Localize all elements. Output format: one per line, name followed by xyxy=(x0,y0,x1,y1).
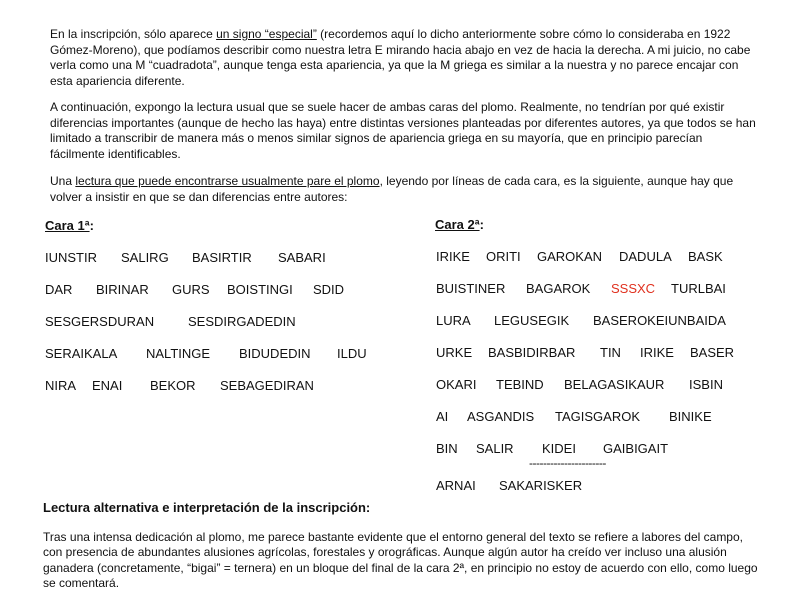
cara2-word: SAKARISKER xyxy=(499,478,583,493)
cara2-word: BASER xyxy=(690,345,735,360)
cara1-heading xyxy=(45,218,94,233)
cara2-word: IRIKE xyxy=(436,249,470,264)
highlighted-word: SSSXC xyxy=(611,281,656,296)
cara2-word: DADULA xyxy=(619,249,672,264)
cara2-word: BASBIDIRBAR xyxy=(488,345,576,360)
cara2-word: BAGAROK xyxy=(526,281,591,296)
cara2-word: TIN xyxy=(600,345,621,360)
cara1-word: GURS xyxy=(172,282,210,297)
separator-dashes: ---------------------- xyxy=(529,456,606,470)
cara1-word: DAR xyxy=(45,282,73,297)
cara2-word: ISBIN xyxy=(689,377,723,392)
cara1-word: SESGERSDURAN xyxy=(45,314,155,329)
cara2-colon: : xyxy=(479,217,484,232)
intro-text-start: En la inscripción, sólo aparece xyxy=(50,27,217,41)
cara1-word: BEKOR xyxy=(150,378,196,393)
intro-paragraph xyxy=(50,27,758,89)
cara2-word: GAROKAN xyxy=(537,249,603,264)
cara2-word: KIDEI xyxy=(542,441,576,456)
cara2-word: BUISTINER xyxy=(436,281,506,296)
cara2-word: GAIBIGAIT xyxy=(603,441,669,456)
usual-reading-text-end: , leyendo por líneas de cada cara, es la siguiente, aunque hay que volver a insistir en que se dan diferencias entre autores: xyxy=(50,174,734,204)
usual-reading-text-start: Una xyxy=(50,174,76,188)
cara1-word: BASIRTIR xyxy=(192,250,252,265)
cara1-transcription xyxy=(45,250,405,400)
cara2-word: TAGISGAROK xyxy=(555,409,640,424)
reading-paragraph: A continuación, expongo la lectura usual que se suele hacer de ambas caras del plomo. Realmente, no tendrían por qué existir diferencias importantes (aunque de hecho las haya) entre distintas versiones planteadas por diferentes autores, ya que todos se han limitado a transcribir de manera más o menos similar signos de apariencia griega en su mayoría, que en principio parecían fácilmente identificables. xyxy=(50,100,756,161)
cara2-word: ASGANDIS xyxy=(467,409,535,424)
cara2-word: LEGUSEGIK xyxy=(494,313,570,328)
cara1-word: ILDU xyxy=(337,346,367,361)
cara2-heading xyxy=(435,217,484,232)
cara2-word: URKE xyxy=(436,345,473,360)
cara2-transcription xyxy=(436,249,786,495)
cara2-word: BELAGASIKAUR xyxy=(564,377,665,392)
usual-reading-paragraph xyxy=(50,174,758,205)
cara1-word: NALTINGE xyxy=(146,346,211,361)
cara2-word: ARNAI xyxy=(436,478,476,493)
cara1-word: BOISTINGI xyxy=(227,282,293,297)
usual-reading-link[interactable]: lectura que puede encontrarse usualmente pare el plomo xyxy=(75,174,380,188)
cara1-word: SEBAGEDIRAN xyxy=(220,378,314,393)
cara2-word: SALIR xyxy=(476,441,514,456)
cara2-word: AI xyxy=(436,409,449,424)
cara2-word: LURA xyxy=(436,313,471,328)
cara1-colon: : xyxy=(89,218,94,233)
cara2-word: TEBIND xyxy=(496,377,544,392)
cara1-word: NIRA xyxy=(45,378,77,393)
cara1-word: BIDUDEDIN xyxy=(239,346,311,361)
cara1-word: SABARI xyxy=(278,250,326,265)
cara2-word: BASK xyxy=(688,249,723,264)
cara2-word: BIN xyxy=(436,441,458,456)
cara1-word: SDID xyxy=(313,282,345,297)
cara1-word: IUNSTIR xyxy=(45,250,97,265)
cara2-word: BINIKE xyxy=(669,409,712,424)
cara2-word: BASEROKEIUNBAIDA xyxy=(593,313,726,328)
interpretation-paragraph: Tras una intensa dedicación al plomo, me parece bastante evidente que el entorno general del texto se refiere a labores del campo, con presencia de abundantes alusiones agrícolas, forestales y orográficas. Aunque algún autor ha creído ver incluso una alusión ganadera (concretamente, “bigai” = ternera) en un bloque del final de la cara 2ª, en principio no estoy de acuerdo con ello, como luego se comentará. xyxy=(43,530,758,590)
intro-text-end: (recordemos aquí lo dicho anteriormente sobre cómo lo consideraba en 1922 Gómez-Moreno), que podíamos describir como nuestra letra E mirando hacia abajo en vez de hacia la derecha. A mi juicio, no cabe verla como una M “cuadradota”, aunque tenga esta apariencia, ya que la M griega es similar a la nuestra y no parece encajar con esta apariencia diferente. xyxy=(50,27,751,88)
cara2-word: IRIKE xyxy=(640,345,674,360)
cara2-word: ORITI xyxy=(486,249,521,264)
section-heading: Lectura alternativa e interpretación de la inscripción: xyxy=(43,500,371,515)
cara1-word: SESDIRGADEDIN xyxy=(188,314,296,329)
cara1-word: SALIRG xyxy=(121,250,169,265)
cara2-word: OKARI xyxy=(436,377,477,392)
cara1-word: BIRINAR xyxy=(96,282,149,297)
cara1-word: ENAI xyxy=(92,378,123,393)
cara1-word: SERAIKALA xyxy=(45,346,118,361)
cara2-word: TURLBAI xyxy=(671,281,726,296)
cara2-label: Cara 2ª xyxy=(435,217,480,232)
special-sign-link[interactable]: un signo “especial” xyxy=(216,27,317,41)
cara1-label: Cara 1ª xyxy=(45,218,90,233)
